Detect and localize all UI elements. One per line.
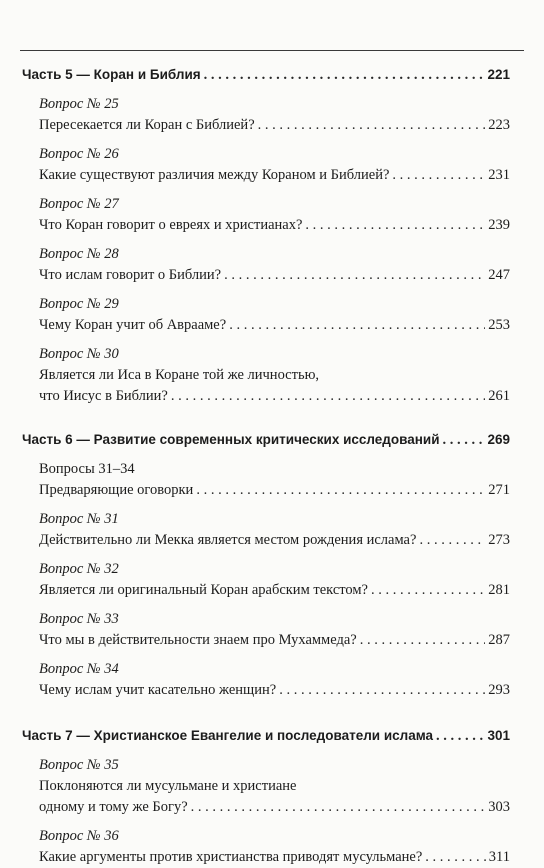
leader-dots — [224, 265, 485, 286]
question-title: Чему ислам учит касательно женщин? — [39, 682, 277, 698]
question-number-label: Вопрос № 31 — [39, 511, 119, 527]
part-heading-line[interactable] — [22, 64, 510, 86]
question-number-label: Вопрос № 26 — [39, 146, 119, 162]
question-title-line — [39, 386, 510, 407]
page-number: 311 — [488, 849, 510, 865]
question-title-line — [39, 630, 510, 651]
leader-dots — [171, 386, 485, 407]
toc-part-5 — [22, 64, 510, 407]
toc-entry[interactable] — [22, 559, 510, 601]
question-title: Какие существуют различия между Кораном и Библией? — [39, 167, 390, 183]
question-text-line: Поклоняются ли мусульмане и христиане — [39, 778, 297, 794]
part-title: Часть 7 — Христианское Евангелие и последователи ислама — [22, 728, 434, 743]
leader-dots — [425, 847, 485, 868]
toc-part-7 — [22, 725, 510, 868]
page-number: 261 — [488, 388, 510, 404]
toc-entry[interactable] — [22, 294, 510, 336]
leader-dots — [258, 115, 486, 136]
question-title: Является ли оригинальный Коран арабским текстом? — [39, 582, 368, 598]
page-number: 301 — [487, 728, 510, 743]
toc-entry[interactable] — [22, 609, 510, 651]
question-title-line — [39, 797, 510, 818]
leader-dots — [436, 726, 484, 747]
page-number: 273 — [488, 532, 510, 548]
question-number-label: Вопрос № 35 — [39, 757, 119, 773]
question-title: Какие аргументы против христианства приводят мусульмане? — [39, 849, 423, 865]
page-number: 293 — [488, 682, 510, 698]
question-title-line — [39, 165, 510, 186]
question-title-line — [39, 847, 510, 868]
question-title-line — [39, 215, 510, 236]
question-number-label: Вопросы 31–34 — [39, 461, 135, 477]
page-number: 223 — [488, 117, 510, 133]
question-text-line: Является ли Иса в Коране той же личностью, — [39, 367, 320, 383]
part-heading-line[interactable] — [22, 725, 510, 747]
leader-dots — [360, 630, 486, 651]
question-number-label: Вопрос № 33 — [39, 611, 119, 627]
leader-dots — [419, 530, 485, 551]
leader-dots — [371, 580, 485, 601]
question-title: Что мы в действительности знаем про Мухаммеда? — [39, 632, 357, 648]
page-number: 287 — [488, 632, 510, 648]
leader-dots — [196, 480, 485, 501]
table-of-contents — [22, 64, 510, 868]
toc-entry[interactable] — [22, 659, 510, 701]
part-heading-line[interactable] — [22, 429, 510, 451]
question-number-label: Вопрос № 28 — [39, 246, 119, 262]
toc-part-6 — [22, 429, 510, 701]
toc-entry[interactable] — [22, 509, 510, 551]
leader-dots — [392, 165, 485, 186]
question-title-line — [39, 480, 510, 501]
page-number: 269 — [487, 432, 510, 447]
question-title: Что Коран говорит о евреях и христианах? — [39, 217, 303, 233]
question-title-line — [39, 680, 510, 701]
question-title: одному и тому же Богу? — [39, 799, 188, 815]
question-number-label: Вопрос № 32 — [39, 561, 119, 577]
question-title: Действительно ли Мекка является местом рождения ислама? — [39, 532, 417, 548]
page-number: 271 — [488, 482, 510, 498]
leader-dots — [305, 215, 485, 236]
question-title: Что ислам говорит о Библии? — [39, 267, 222, 283]
toc-entry[interactable] — [22, 144, 510, 186]
question-title: Предваряющие оговорки — [39, 482, 194, 498]
question-number-label: Вопрос № 27 — [39, 196, 119, 212]
toc-entry[interactable] — [22, 755, 510, 818]
toc-entry[interactable] — [22, 94, 510, 136]
leader-dots — [191, 797, 486, 818]
page-number: 231 — [488, 167, 510, 183]
toc-entry[interactable] — [22, 826, 510, 868]
question-title-line — [39, 530, 510, 551]
question-title: что Иисус в Библии? — [39, 388, 168, 404]
page-number: 303 — [488, 799, 510, 815]
toc-entry[interactable] — [22, 344, 510, 407]
question-title: Пересекается ли Коран с Библией? — [39, 117, 255, 133]
toc-entry[interactable] — [22, 194, 510, 236]
part-title: Часть 5 — Коран и Библия — [22, 67, 201, 82]
part-title: Часть 6 — Развитие современных критических исследований — [22, 432, 440, 447]
page-number: 239 — [488, 217, 510, 233]
question-title-line — [39, 265, 510, 286]
page-number: 253 — [488, 317, 510, 333]
question-number-label: Вопрос № 34 — [39, 661, 119, 677]
page-number: 281 — [488, 582, 510, 598]
question-title: Чему Коран учит об Аврааме? — [39, 317, 227, 333]
leader-dots — [229, 315, 485, 336]
question-title-line — [39, 315, 510, 336]
leader-dots — [204, 65, 485, 86]
leader-dots — [279, 680, 485, 701]
leader-dots — [443, 430, 485, 451]
page-number: 221 — [487, 67, 510, 82]
toc-entry[interactable] — [22, 244, 510, 286]
question-title-line — [39, 580, 510, 601]
top-rule — [20, 50, 524, 51]
question-title-line — [39, 115, 510, 136]
page-number: 247 — [488, 267, 510, 283]
question-number-label: Вопрос № 30 — [39, 346, 119, 362]
question-number-label: Вопрос № 25 — [39, 96, 119, 112]
question-number-label: Вопрос № 29 — [39, 296, 119, 312]
question-number-label: Вопрос № 36 — [39, 828, 119, 844]
toc-entry[interactable] — [22, 459, 510, 501]
